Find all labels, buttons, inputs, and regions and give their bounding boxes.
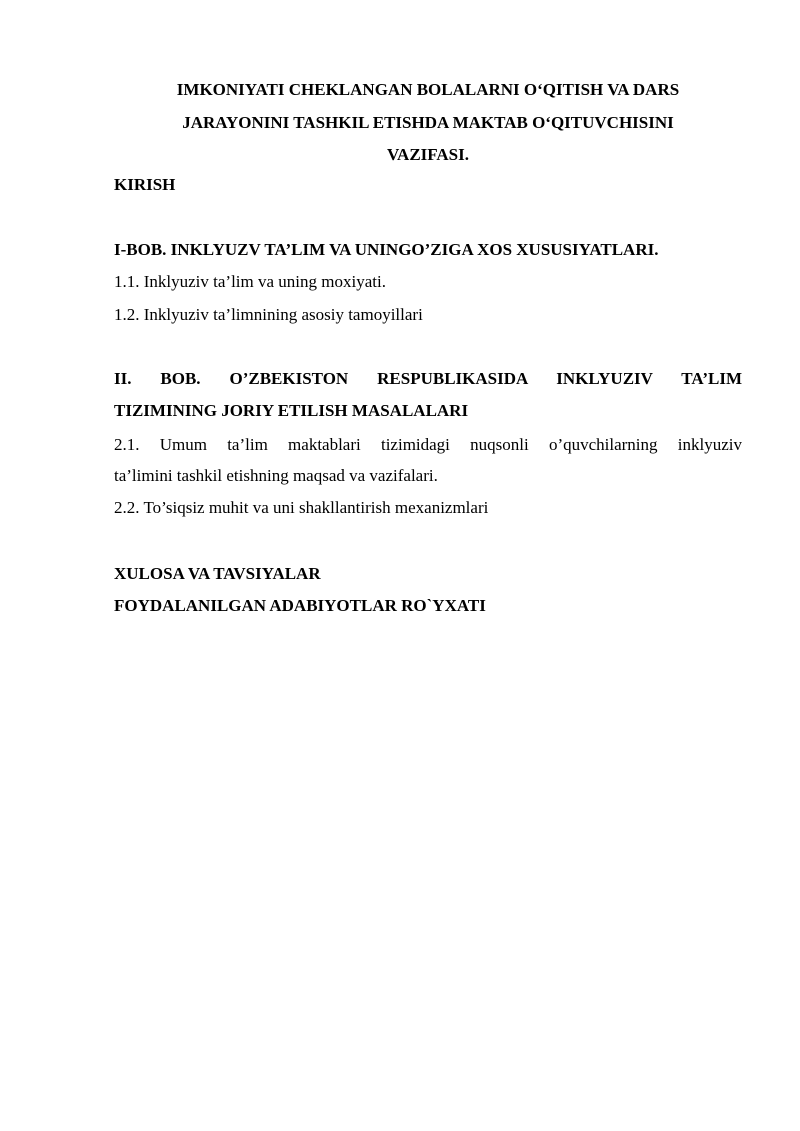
chapter2-item-1-line-1: 2.1. Umum ta’lim maktablari tizimidagi nuqsonli o’quvchilarning inklyuziv bbox=[114, 435, 742, 454]
title-line-2: JARAYONINI TASHKIL ETISHDA MAKTAB O‘QITUVCHISINI bbox=[182, 112, 674, 132]
title-line-3: VAZIFASI. bbox=[386, 145, 470, 164]
chapter1-heading: I-BOB. INKLYUZV TA’LIM VA UNINGO’ZIGA XOS XUSUSIYATLARI. bbox=[114, 240, 659, 259]
document-title bbox=[114, 74, 742, 172]
chapter2-item-2: 2.2. To’siqsiz muhit va uni shakllantirish mexanizmlari bbox=[114, 498, 489, 517]
conclusion-heading: XULOSA VA TAVSIYALAR bbox=[114, 564, 321, 583]
chapter2-heading-line-1: II. BOB. O’ZBEKISTON RESPUBLIKASIDA INKLYUZIV TA’LIM bbox=[114, 369, 742, 388]
intro-heading: KIRISH bbox=[114, 175, 176, 194]
title-line-1: IMKONIYATI CHEKLANGAN BOLALARNI O‘QITISH VA DARS bbox=[176, 80, 680, 99]
chapter1-item-1: 1.1. Inklyuziv ta’lim va uning moxiyati. bbox=[114, 272, 386, 291]
chapter1-item-2: 1.2. Inklyuziv ta’limnining asosiy tamoyillari bbox=[114, 305, 423, 324]
chapter2-heading-line-2: TIZIMINING JORIY ETILISH MASALALARI bbox=[114, 401, 469, 420]
chapter2-item-1-line-2: ta’limini tashkil etishning maqsad va vazifalari. bbox=[114, 466, 438, 485]
references-heading: FOYDALANILGAN ADABIYOTLAR RO`YXATI bbox=[114, 596, 486, 615]
